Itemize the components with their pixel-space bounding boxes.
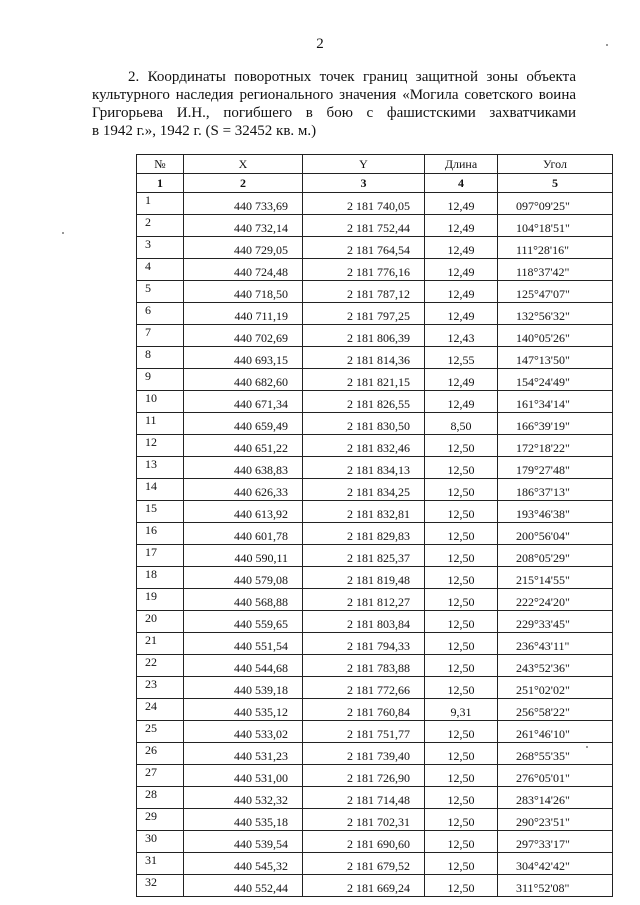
table-row [137, 523, 613, 545]
cell-number: 22 [137, 655, 184, 677]
cell-length: 12,50 [425, 853, 498, 875]
table-row [137, 787, 613, 809]
cell-y: 2 181 806,39 [303, 325, 425, 347]
cell-length: 12,50 [425, 831, 498, 853]
cell-number: 4 [137, 259, 184, 281]
cell-x: 440 601,78 [184, 523, 303, 545]
cell-x: 440 535,18 [184, 809, 303, 831]
cell-y: 2 181 812,27 [303, 589, 425, 611]
cell-x: 440 552,44 [184, 875, 303, 897]
cell-number: 13 [137, 457, 184, 479]
cell-number: 8 [137, 347, 184, 369]
cell-x: 440 568,88 [184, 589, 303, 611]
cell-y: 2 181 826,55 [303, 391, 425, 413]
cell-angle: 304°42'42" [498, 853, 613, 875]
cell-number: 14 [137, 479, 184, 501]
cell-y: 2 181 787,12 [303, 281, 425, 303]
cell-length: 12,50 [425, 875, 498, 897]
cell-x: 440 659,49 [184, 413, 303, 435]
table-row [137, 853, 613, 875]
cell-x: 440 533,02 [184, 721, 303, 743]
cell-angle: 104°18'51" [498, 215, 613, 237]
cell-angle: 140°05'26" [498, 325, 613, 347]
cell-y: 2 181 794,33 [303, 633, 425, 655]
cell-angle: 251°02'02" [498, 677, 613, 699]
cell-y: 2 181 832,46 [303, 435, 425, 457]
cell-length: 12,50 [425, 721, 498, 743]
cell-y: 2 181 760,84 [303, 699, 425, 721]
cell-x: 440 693,15 [184, 347, 303, 369]
cell-y: 2 181 726,90 [303, 765, 425, 787]
cell-x: 440 531,00 [184, 765, 303, 787]
cell-angle: 111°28'16" [498, 237, 613, 259]
cell-x: 440 544,68 [184, 655, 303, 677]
cell-x: 440 559,65 [184, 611, 303, 633]
cell-length: 12,50 [425, 457, 498, 479]
cell-x: 440 626,33 [184, 479, 303, 501]
table-row [137, 831, 613, 853]
cell-angle: 097°09'25" [498, 193, 613, 215]
table-row [137, 347, 613, 369]
cell-number: 17 [137, 545, 184, 567]
cell-x: 440 711,19 [184, 303, 303, 325]
cell-length: 12,50 [425, 435, 498, 457]
cell-angle: 261°46'10" [498, 721, 613, 743]
table-row [137, 325, 613, 347]
cell-angle: 179°27'48" [498, 457, 613, 479]
cell-angle: 166°39'19" [498, 413, 613, 435]
header-y: Y [303, 155, 425, 174]
cell-x: 440 724,48 [184, 259, 303, 281]
cell-angle: 186°37'13" [498, 479, 613, 501]
cell-length: 12,50 [425, 677, 498, 699]
cell-number: 25 [137, 721, 184, 743]
page-number: 2 [316, 36, 324, 52]
cell-number: 24 [137, 699, 184, 721]
cell-y: 2 181 702,31 [303, 809, 425, 831]
table-row [137, 457, 613, 479]
cell-length: 12,49 [425, 215, 498, 237]
cell-number: 3 [137, 237, 184, 259]
header-number: № [137, 155, 184, 174]
cell-x: 440 671,34 [184, 391, 303, 413]
cell-angle: 229°33'45" [498, 611, 613, 633]
cell-angle: 297°33'17" [498, 831, 613, 853]
cell-length: 12,50 [425, 611, 498, 633]
cell-length: 12,55 [425, 347, 498, 369]
cell-number: 9 [137, 369, 184, 391]
cell-y: 2 181 740,05 [303, 193, 425, 215]
cell-y: 2 181 752,44 [303, 215, 425, 237]
cell-y: 2 181 821,15 [303, 369, 425, 391]
cell-length: 12,50 [425, 501, 498, 523]
cell-angle: 222°24'20" [498, 589, 613, 611]
cell-y: 2 181 783,88 [303, 655, 425, 677]
cell-number: 7 [137, 325, 184, 347]
scan-speck [62, 232, 64, 234]
table-row [137, 369, 613, 391]
table-row [137, 567, 613, 589]
heading-line: в 1942 г.», 1942 г. (S = 32452 кв. м.) [92, 123, 317, 139]
table-row [137, 193, 613, 215]
cell-y: 2 181 669,24 [303, 875, 425, 897]
table-row [137, 237, 613, 259]
table-row [137, 413, 613, 435]
column-index: 2 [184, 174, 303, 193]
cell-x: 440 702,69 [184, 325, 303, 347]
cell-x: 440 579,08 [184, 567, 303, 589]
cell-y: 2 181 829,83 [303, 523, 425, 545]
cell-number: 10 [137, 391, 184, 413]
table-row [137, 391, 613, 413]
cell-y: 2 181 751,77 [303, 721, 425, 743]
column-index-row [137, 174, 613, 193]
scan-speck [606, 44, 608, 46]
heading-line: культурного наследия регионального значения «Могила советского воина [92, 87, 576, 103]
cell-y: 2 181 772,66 [303, 677, 425, 699]
cell-x: 440 733,69 [184, 193, 303, 215]
cell-y: 2 181 825,37 [303, 545, 425, 567]
cell-length: 12,49 [425, 303, 498, 325]
cell-length: 12,50 [425, 655, 498, 677]
table-row [137, 611, 613, 633]
cell-angle: 172°18'22" [498, 435, 613, 457]
header-x: X [184, 155, 303, 174]
cell-number: 15 [137, 501, 184, 523]
cell-angle: 215°14'55" [498, 567, 613, 589]
cell-length: 12,49 [425, 369, 498, 391]
cell-x: 440 732,14 [184, 215, 303, 237]
cell-length: 12,50 [425, 589, 498, 611]
cell-number: 11 [137, 413, 184, 435]
cell-length: 12,49 [425, 391, 498, 413]
cell-x: 440 590,11 [184, 545, 303, 567]
cell-x: 440 638,83 [184, 457, 303, 479]
cell-length: 12,50 [425, 787, 498, 809]
cell-x: 440 613,92 [184, 501, 303, 523]
cell-number: 31 [137, 853, 184, 875]
cell-x: 440 539,54 [184, 831, 303, 853]
cell-angle: 290°23'51" [498, 809, 613, 831]
table-row [137, 545, 613, 567]
heading-line: Григорьева И.Н., погибшего в бою с фашистскими захватчиками [92, 105, 576, 121]
cell-x: 440 682,60 [184, 369, 303, 391]
cell-number: 20 [137, 611, 184, 633]
cell-angle: 268°55'35" [498, 743, 613, 765]
cell-length: 12,50 [425, 809, 498, 831]
cell-number: 5 [137, 281, 184, 303]
cell-y: 2 181 714,48 [303, 787, 425, 809]
cell-angle: 236°43'11" [498, 633, 613, 655]
cell-number: 19 [137, 589, 184, 611]
cell-length: 12,50 [425, 545, 498, 567]
cell-x: 440 729,05 [184, 237, 303, 259]
column-index: 5 [498, 174, 613, 193]
cell-y: 2 181 830,50 [303, 413, 425, 435]
cell-number: 6 [137, 303, 184, 325]
cell-angle: 276°05'01" [498, 765, 613, 787]
cell-length: 12,50 [425, 479, 498, 501]
column-index: 3 [303, 174, 425, 193]
table-row [137, 589, 613, 611]
cell-angle: 118°37'42" [498, 259, 613, 281]
cell-angle: 243°52'36" [498, 655, 613, 677]
cell-y: 2 181 690,60 [303, 831, 425, 853]
cell-x: 440 531,23 [184, 743, 303, 765]
table-row [137, 875, 613, 897]
cell-x: 440 651,22 [184, 435, 303, 457]
cell-number: 12 [137, 435, 184, 457]
table-row [137, 259, 613, 281]
header-angle: Угол [498, 155, 613, 174]
cell-length: 8,50 [425, 413, 498, 435]
cell-y: 2 181 679,52 [303, 853, 425, 875]
cell-angle: 208°05'29" [498, 545, 613, 567]
cell-length: 12,49 [425, 259, 498, 281]
cell-length: 12,50 [425, 765, 498, 787]
cell-number: 23 [137, 677, 184, 699]
column-index: 4 [425, 174, 498, 193]
table-row [137, 281, 613, 303]
cell-x: 440 551,54 [184, 633, 303, 655]
column-index: 1 [137, 174, 184, 193]
cell-angle: 283°14'26" [498, 787, 613, 809]
heading-line: 2. Координаты поворотных точек границ защитной зоны объекта [128, 69, 576, 85]
cell-angle: 200°56'04" [498, 523, 613, 545]
cell-number: 32 [137, 875, 184, 897]
cell-y: 2 181 814,36 [303, 347, 425, 369]
cell-x: 440 718,50 [184, 281, 303, 303]
cell-angle: 125°47'07" [498, 281, 613, 303]
cell-angle: 161°34'14" [498, 391, 613, 413]
table-header-row [137, 155, 613, 174]
coordinates-table [136, 154, 613, 897]
cell-y: 2 181 834,13 [303, 457, 425, 479]
table-row [137, 479, 613, 501]
cell-y: 2 181 797,25 [303, 303, 425, 325]
cell-length: 12,49 [425, 237, 498, 259]
cell-length: 12,50 [425, 523, 498, 545]
cell-length: 12,43 [425, 325, 498, 347]
cell-length: 12,50 [425, 567, 498, 589]
cell-x: 440 545,32 [184, 853, 303, 875]
cell-number: 21 [137, 633, 184, 655]
cell-angle: 154°24'49" [498, 369, 613, 391]
cell-x: 440 535,12 [184, 699, 303, 721]
table-row [137, 435, 613, 457]
table-row [137, 743, 613, 765]
cell-length: 9,31 [425, 699, 498, 721]
cell-y: 2 181 739,40 [303, 743, 425, 765]
cell-number: 28 [137, 787, 184, 809]
table-row [137, 501, 613, 523]
cell-y: 2 181 764,54 [303, 237, 425, 259]
table-row [137, 699, 613, 721]
cell-number: 1 [137, 193, 184, 215]
cell-angle: 147°13'50" [498, 347, 613, 369]
cell-angle: 132°56'32" [498, 303, 613, 325]
table-row [137, 677, 613, 699]
cell-length: 12,49 [425, 281, 498, 303]
cell-x: 440 539,18 [184, 677, 303, 699]
cell-length: 12,49 [425, 193, 498, 215]
scan-speck [586, 746, 588, 748]
cell-number: 26 [137, 743, 184, 765]
table-row [137, 809, 613, 831]
cell-number: 2 [137, 215, 184, 237]
table-row [137, 633, 613, 655]
cell-number: 27 [137, 765, 184, 787]
cell-number: 29 [137, 809, 184, 831]
table-row [137, 303, 613, 325]
cell-y: 2 181 834,25 [303, 479, 425, 501]
section-heading [92, 68, 576, 140]
cell-number: 18 [137, 567, 184, 589]
table-row [137, 655, 613, 677]
table-row [137, 215, 613, 237]
cell-number: 16 [137, 523, 184, 545]
cell-y: 2 181 832,81 [303, 501, 425, 523]
header-length: Длина [425, 155, 498, 174]
table-row [137, 765, 613, 787]
cell-y: 2 181 819,48 [303, 567, 425, 589]
cell-number: 30 [137, 831, 184, 853]
cell-length: 12,50 [425, 633, 498, 655]
cell-x: 440 532,32 [184, 787, 303, 809]
cell-y: 2 181 803,84 [303, 611, 425, 633]
cell-length: 12,50 [425, 743, 498, 765]
cell-angle: 311°52'08" [498, 875, 613, 897]
cell-angle: 193°46'38" [498, 501, 613, 523]
table-row [137, 721, 613, 743]
table-body [137, 193, 613, 897]
cell-y: 2 181 776,16 [303, 259, 425, 281]
cell-angle: 256°58'22" [498, 699, 613, 721]
